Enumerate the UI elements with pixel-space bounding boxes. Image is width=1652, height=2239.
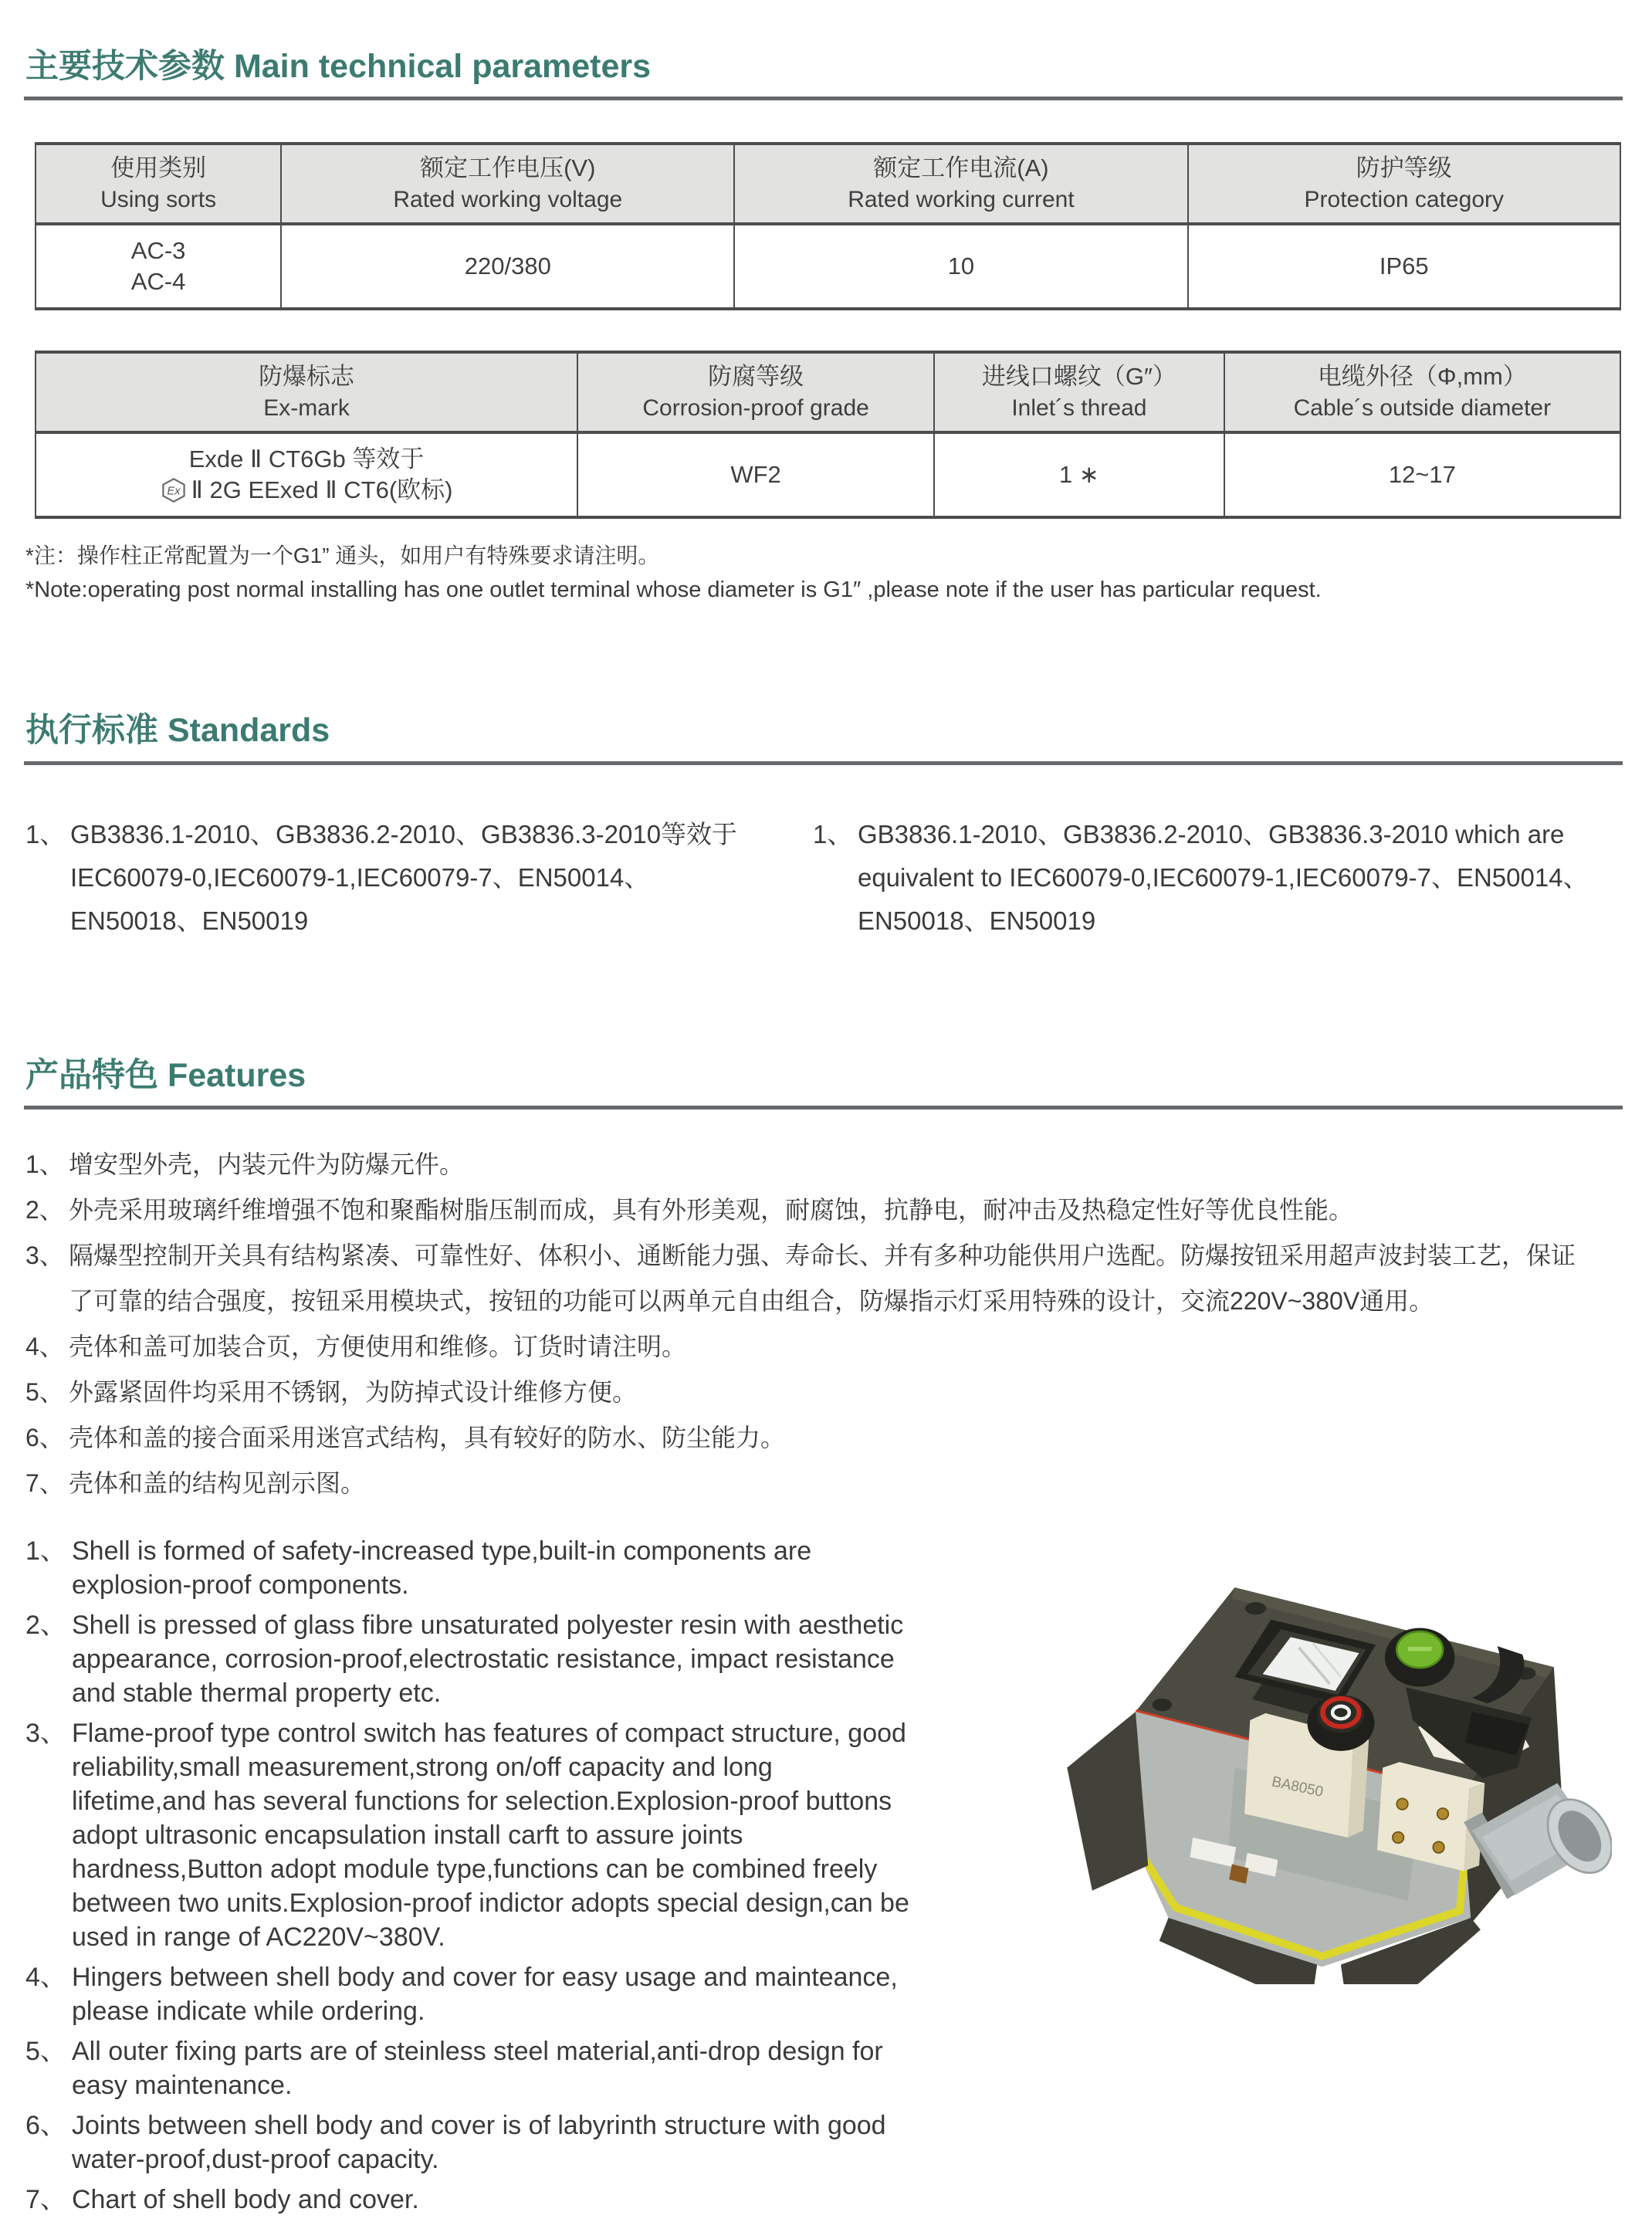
feature-en-item: 4、 Hingers between shell body and cover for easy usage and mainteance, please indicate while ordering. [25, 1963, 898, 2027]
component-label: BA8050 [1270, 1773, 1325, 1801]
parameters-table [35, 142, 1621, 310]
cell-using-sorts: AC-3 AC-4 [36, 224, 281, 309]
product-cutaway-illustration [909, 1528, 1623, 2217]
header-rated-current: 额定工作电流(A) Rated working current [734, 144, 1187, 224]
feature-en-item: 2、 Shell is pressed of glass fibre unsaturated polyester resin with aesthetic appearance, corrosion-proof,electrostatic resistance, impact resistance and stable thermal property etc. [25, 1611, 904, 1709]
feature-zh-item: 1、 增安型外壳，内装元件为防爆元件。 [25, 1150, 465, 1179]
feature-en-item: 3、 Flame-proof type control switch has features of compact structure, good reliability,small measurement,strong on/off capacity and long lifetime,and has several functions for selection.Explosion-proof buttons adopt ultrasonic encapsulation install carft to assure joints hardness,Button adopt module type,functions can be combined freely between two units.Explosion-proof indictor adopts special design,can be used in range of AC220V~380V. [25, 1719, 909, 1953]
header-using-sorts: 使用类别 Using sorts [36, 144, 281, 224]
feature-zh-item: 6、 壳体和盖的接合面采用迷宫式结构，具有较好的防水、防尘能力。 [25, 1424, 786, 1452]
section-standards [24, 712, 1623, 942]
ex-hexagon-icon [161, 477, 187, 503]
header-cable-diameter: 电缆外径（Φ,mm） Cable´s outside diameter [1224, 352, 1620, 432]
ex-mark-table-data-row [36, 432, 1620, 517]
ex-mark-table [35, 351, 1621, 519]
note-zh: *注：操作柱正常配置为一个G1” 通头，如用户有特殊要求请注明。 [25, 544, 660, 568]
screw-hole-icon [1245, 1602, 1266, 1614]
terminal-screw-icon [1396, 1799, 1407, 1810]
header-corrosion-grade: 防腐等级 Corrosion-proof grade [577, 352, 934, 432]
standards-item-en: 1、 GB3836.1-2010、GB3836.2-2010、GB3836.3-2010 which are equivalent to IEC60079-0,IEC60079-1,IEC60079-7、EN50014、EN50018、EN50019 [812, 819, 1589, 935]
features-bottom-area [24, 1528, 1623, 2217]
feature-zh-item: 3、 隔爆型控制开关具有结构紧凑、可靠性好、体积小、通断能力强、寿命长、并有多种功能供用户选配。防爆按钮采用超声波封装工艺，保证了可靠的结合强度，按钮采用模块式，按钮的功能可以两单元自由组合，防爆指示灯采用特殊的设计，交流220V~380V通用。 [25, 1241, 1576, 1316]
section-title-parameters: 主要技术参数 Main technical parameters [24, 48, 1623, 100]
header-inlet-thread: 进线口螺纹（G″） Inlet´s thread [934, 352, 1224, 432]
terminal-screw-icon [1437, 1808, 1448, 1819]
header-rated-voltage: 额定工作电压(V) Rated working voltage [281, 144, 734, 224]
parameters-table-data-row [36, 224, 1620, 309]
section-title-standards: 执行标准 Standards [24, 712, 1623, 764]
section-title-features: 产品特色 Features [24, 1057, 1623, 1109]
section-main-parameters [24, 48, 1623, 607]
cell-inlet-thread: 1 ∗ [934, 432, 1224, 517]
terminal-screw-icon [1433, 1842, 1444, 1853]
cell-rated-voltage: 220/380 [281, 224, 734, 309]
features-list-en [24, 1528, 909, 2217]
cell-ex-mark: Exde Ⅱ CT6Gb 等效于 Ex Ⅱ 2G EExed Ⅱ CT6(欧标) [36, 432, 577, 517]
cell-rated-current: 10 [734, 224, 1187, 309]
ex-mark-table-header-row [36, 352, 1620, 432]
screw-hole-icon [1153, 1699, 1172, 1711]
header-protection-category: 防护等级 Protection category [1188, 144, 1620, 224]
shell-left-wedge [1067, 1712, 1148, 1891]
feature-en-item: 5、 All outer fixing parts are of steinless steel material,anti-drop design for easy maintenance. [25, 2037, 883, 2101]
control-box-cutaway-image [1025, 1537, 1612, 1984]
parameters-table-header-row [36, 144, 1620, 224]
note-en: *Note:operating post normal installing has one outlet terminal whose diameter is G1″ ,please note if the user has particular request. [25, 578, 1322, 603]
ex-mark-line2: Ⅱ 2G EExed Ⅱ CT6(欧标) [191, 476, 453, 504]
feature-zh-item: 7、 壳体和盖的结构见剖示图。 [25, 1469, 366, 1498]
feature-zh-item: 5、 外露紧固件均采用不锈钢，为防掉式设计维修方便。 [25, 1378, 638, 1407]
feature-zh-item: 4、 壳体和盖可加装合页，方便使用和维修。订货时请注明。 [25, 1333, 687, 1361]
svg-text:Ex: Ex [167, 486, 181, 499]
header-ex-mark: 防爆标志 Ex-mark [36, 352, 577, 432]
feature-zh-item: 2、 外壳采用玻璃纤维增强不饱和聚酯树脂压制而成，具有外形美观，耐腐蚀，抗静电，耐冲击及热稳定性好等优良性能。 [25, 1196, 1354, 1225]
feature-en-item: 7、 Chart of shell body and cover. [25, 2185, 419, 2215]
section-features [24, 1057, 1623, 2217]
standards-columns [24, 813, 1623, 943]
feature-en-item: 6、 Joints between shell body and cover is of labyrinth structure with good water-proof,dust-proof capacity. [25, 2111, 886, 2175]
feature-en-item: 1、 Shell is formed of safety-increased type,built-in components are explosion-proof components. [25, 1536, 812, 1600]
cell-cable-diameter: 12~17 [1224, 432, 1620, 517]
cell-corrosion-grade: WF2 [577, 432, 934, 517]
features-list-zh [24, 1142, 1623, 1506]
terminal-screw-icon [1393, 1832, 1403, 1843]
standards-item-zh: 1、 GB3836.1-2010、GB3836.2-2010、GB3836.3-2010等效于IEC60079-0,IEC60079-1,IEC60079-7、EN50014、EN50018、EN50019 [25, 819, 738, 935]
cell-protection-category: IP65 [1188, 224, 1620, 309]
